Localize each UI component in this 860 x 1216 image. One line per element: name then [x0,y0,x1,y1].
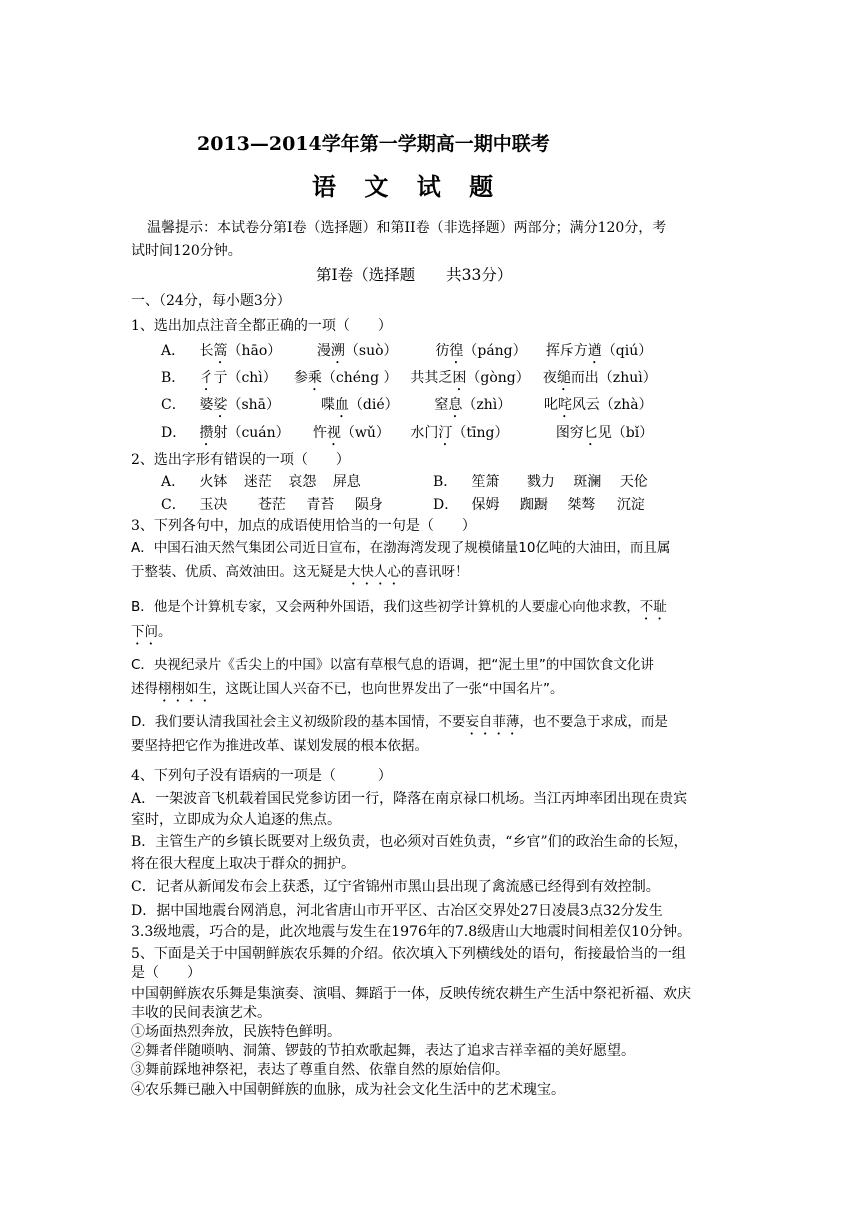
q2-option-a: A． 火钵 迷茫 哀怨 屏息 [161,474,361,490]
q1-c-item-2: 喋血（dié） [320,397,399,413]
q1-a-item-3: 彷徨（páng） [435,343,527,359]
notice-line-1: 温馨提示：本试卷分第I卷（选择题）和第II卷（非选择题）两部分；满分120分，考 [147,220,667,236]
q3-option-c-line2: 述得栩栩如生，这既让国人兴奋不已，也向世界发出了一张“中国名片”。 [131,681,564,697]
exam-title: 2013—2014学年第一学期高一期中联考 [197,133,550,155]
q4-option-d-line2: 3.3级地震，巧合的是，此次地震与发生在1976年的7.8级唐山大地震时间相差仅10分钟。 [131,924,691,940]
q1-c-item-1: 婆娑（shā） [199,397,281,413]
q3-c-idiom: 栩栩如生 [158,681,212,697]
q3-d-idiom: 妄自菲薄 [465,714,520,730]
q1-option-a [161,341,652,367]
q3-b-idiom-part1: 不耻 [639,599,667,615]
q1-b-item-3: 共其乏困（gòng） [410,370,530,386]
q3-option-b-line2: 下问。 [131,624,172,640]
q3-option-c-line1: C．央视纪录片《舌尖上的中国》以富有草根气息的语调，把“泥土里”的中国饮食文化讲 [131,657,654,673]
q1-a-item-1: 长篙（hāo） [199,343,282,359]
q1-d-item-2: 忤视（wǔ） [312,425,390,441]
q2-stem: 2、选出字形有错误的一项（ ） [131,452,350,468]
q3-b-idiom-part2: 下问 [131,624,158,640]
q1-d-item-4: 图穷匕见（bǐ） [555,425,654,441]
q4-stem: 4、下列句子没有语病的一项是（ ） [131,768,392,784]
q1-a-item-2: 漫溯（suò） [316,343,398,359]
part1-title: 第I卷（选择题 共33分） [316,266,513,284]
q1-b-item-1: 彳亍（chì） [199,370,277,386]
option-label: D． [161,425,187,441]
q3-option-b-line1: B．他是个计算机专家，又会两种外国语，我们这些初学计算机的人要虚心向他求教，不耻 [131,599,667,615]
q1-option-b [161,368,657,394]
q5-sentence-4: ④农乐舞已融入中国朝鲜族的血脉，成为社会文化生活中的艺术瑰宝。 [131,1082,565,1098]
q1-b-item-4: 夜缒而出（zhuì） [542,370,657,386]
q2-option-b: B． 笙箫 戮力 斑澜 天伦 [433,474,648,490]
option-label: A． [161,343,186,359]
q3-option-a-line2: 于整装、优质、高效油田。这无疑是大快人心的喜讯呀！ [131,564,469,580]
q4-option-a-line2: 室时，立即成为众人追逐的焦点。 [131,812,341,828]
q2-option-d: D． 保姆 踟蹰 桀骜 沉淀 [433,497,645,513]
section1-heading: 一、（24分，每小题3分） [131,293,291,309]
q5-sentence-2: ②舞者伴随唢呐、洞箫、锣鼓的节拍欢歌起舞，表达了追求吉祥幸福的美好愿望。 [131,1043,635,1059]
q1-d-item-1: 攒射（cuán） [199,425,290,441]
q1-option-d [161,423,653,449]
q3-stem: 3、下列各句中，加点的成语使用恰当的一句是（ ） [131,518,476,534]
q1-c-item-4: 叱咤风云（zhà） [543,397,653,413]
q1-d-item-3: 水门汀（tīng） [410,425,509,441]
q4-option-a-line1: A．一架波音飞机载着国民党参访团一行，降落在南京禄口机场。当江丙坤率团出现在贵宾 [131,791,688,807]
q3-a-idiom: 大快人心 [347,564,401,580]
q4-option-b-line1: B．主管生产的乡镇长既要对上级负责，也必须对百姓负责，“乡官”们的政治生命的长短， [131,834,688,850]
q3-option-d-line2: 要坚持把它作为推进改革、谋划发展的根本依据。 [131,738,428,754]
q1-stem: 1、选出加点注音全都正确的一项（ ） [131,318,392,334]
subject-title: 语 文 试 题 [312,172,504,201]
notice-line-2: 试时间120分钟。 [131,243,242,259]
q4-option-d-line1: D．据中国地震台网消息，河北省唐山市开平区、古冶区交界处27日凌晨3点32分发生 [131,903,663,919]
option-label: B． [161,370,186,386]
q5-passage-line1: 中国朝鲜族农乐舞是集演奏、演唱、舞蹈于一体，反映传统农耕生产生活中祭祀祈福、欢庆 [131,986,691,1002]
option-label: C． [161,397,186,413]
q4-option-c-line1: C．记者从新闻发布会上获悉，辽宁省锦州市黑山县出现了禽流感已经得到有效控制。 [131,879,660,895]
q3-option-a-line1: A．中国石油天然气集团公司近日宣布，在渤海湾发现了规模储量10亿吨的大油田，而且属 [131,540,671,556]
q1-a-item-4: 挥斥方遒（qiú） [545,343,653,359]
q5-sentence-3: ③舞前踩地神祭祀，表达了尊重自然、依靠自然的原始信仰。 [131,1062,509,1078]
q3-option-d-line1: D．我们要认清我国社会主义初级阶段的基本国情，不要妄自菲薄，也不要急于求成，而是 [131,714,668,730]
q2-option-c: C． 玉决 苍茫 青苔 陨身 [161,497,383,513]
q4-option-b-line2: 将在很大程度上取决于群众的拥护。 [131,856,355,872]
q1-b-item-2: 参乘（chéng ） [293,370,398,386]
q5-stem-line1: 5、下面是关于中国朝鲜族农乐舞的介绍。依次填入下列横线处的语句，衔接最恰当的一组 [131,946,686,962]
q1-option-c [161,395,653,421]
q5-stem-line2: 是（ ） [131,965,201,981]
q1-c-item-3: 窒息（zhì） [434,397,512,413]
q5-passage-line2: 丰收的民间表演艺术。 [131,1005,271,1021]
q5-sentence-1: ①场面热烈奔放，民族特色鲜明。 [131,1024,341,1040]
